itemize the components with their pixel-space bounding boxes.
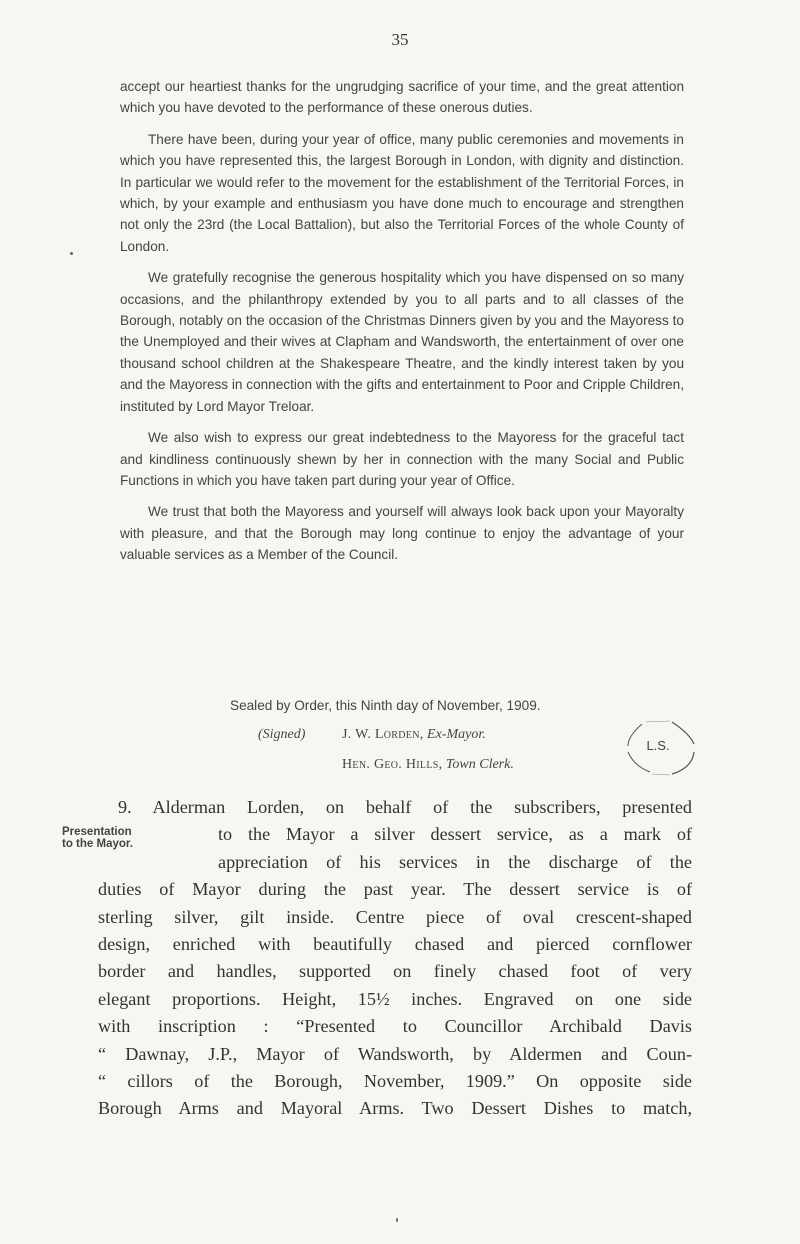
address-paragraph: We trust that both the Mayoress and yourself will always look back upon your Mayoralty with pleasure, and that the Borough may long continue to enjoy the advantage of your valuable services as a Member of the Council.: [120, 504, 684, 563]
body-line: 9. Alderman Lorden, on behalf of the subscribers, presented: [118, 797, 692, 817]
signer-name: J. W. Lorden,: [342, 727, 424, 742]
minutes-paragraph: [98, 794, 692, 1123]
body-line: Borough Arms and Mayoral Arms. Two Dessert Dishes to match,: [98, 1098, 692, 1119]
speck-mark: [70, 252, 73, 255]
signer-title: Town Clerk.: [445, 757, 514, 772]
signer-ex-mayor: [342, 727, 486, 743]
body-line: with inscription : “Presented to Councillor Archibald Davis: [98, 1016, 692, 1037]
signer-title: Ex-Mayor.: [427, 727, 486, 742]
seal-mark: [620, 718, 696, 776]
body-line: sterling silver, gilt inside. Centre piece of oval crescent-shaped: [98, 906, 692, 927]
body-line: “ Dawnay, J.P., Mayor of Wandsworth, by Aldermen and Coun-: [98, 1043, 692, 1064]
address-paragraph: We also wish to express our great indebtedness to the Mayoress for the graceful tact and kindliness continuously shewn by her in connection with the many Social and Public Functions in which you have taken part during your year of Office.: [120, 430, 684, 488]
signer-town-clerk: [342, 757, 514, 773]
body-line: to the Mayor a silver dessert service, as a mark of: [218, 824, 692, 845]
address-paragraph: accept our heartiest thanks for the ungrudging sacrifice of your time, and the great attention which you have devoted to the performance of these onerous duties.: [120, 79, 684, 116]
address-paragraph: We gratefully recognise the generous hospitality which you have dispensed on so many occasions, and the philanthropy extended by you to all parts and to all classes of the Borough, notably on the occasion of the Christmas Dinners given by you and the Mayoress to the Unemployed and their wives at Clapham and Wandsworth, the entertainment of over one thousand school children at the Shakespeare Theatre, and the kindly interest taken by you and the Mayoress in connection with the gifts and entertainment to Poor and Cripple Children, instituted by Lord Mayor Treloar.: [120, 270, 684, 414]
body-line: elegant proportions. Height, 15½ inches. Engraved on one side: [98, 988, 692, 1009]
seal-text: L.S.: [646, 738, 670, 753]
body-line: design, enriched with beautifully chased and pierced cornflower: [98, 934, 692, 955]
body-line: border and handles, supported on finely chased foot of very: [98, 961, 692, 982]
address-text: [120, 76, 684, 576]
body-line: duties of Mayor during the past year. The dessert service is of: [98, 879, 692, 900]
sealed-by-order: Sealed by Order, this Ninth day of November, 1909.: [230, 698, 541, 713]
margin-note-line: to the Mayor.: [62, 838, 133, 850]
speck-mark: [396, 1218, 398, 1222]
signed-label: (Signed): [258, 727, 306, 742]
body-line: appreciation of his services in the discharge of the: [218, 851, 692, 872]
margin-note-line: Presentation: [62, 826, 132, 838]
page-number: 35: [391, 30, 409, 49]
address-paragraph: There have been, during your year of office, many public ceremonies and movements in which you have represented this, the largest Borough in London, with dignity and distinction. In particular we would refer to the movement for the establishment of the Territorial Forces, in which, by your example and enthusiasm you have done much to encourage and strengthen not only the 23rd (the Local Battalion), but also the Territorial Forces of the whole County of London.: [120, 131, 684, 254]
signer-name: Hen. Geo. Hills,: [342, 757, 443, 772]
body-line: “ cillors of the Borough, November, 1909.” On opposite side: [98, 1071, 692, 1092]
